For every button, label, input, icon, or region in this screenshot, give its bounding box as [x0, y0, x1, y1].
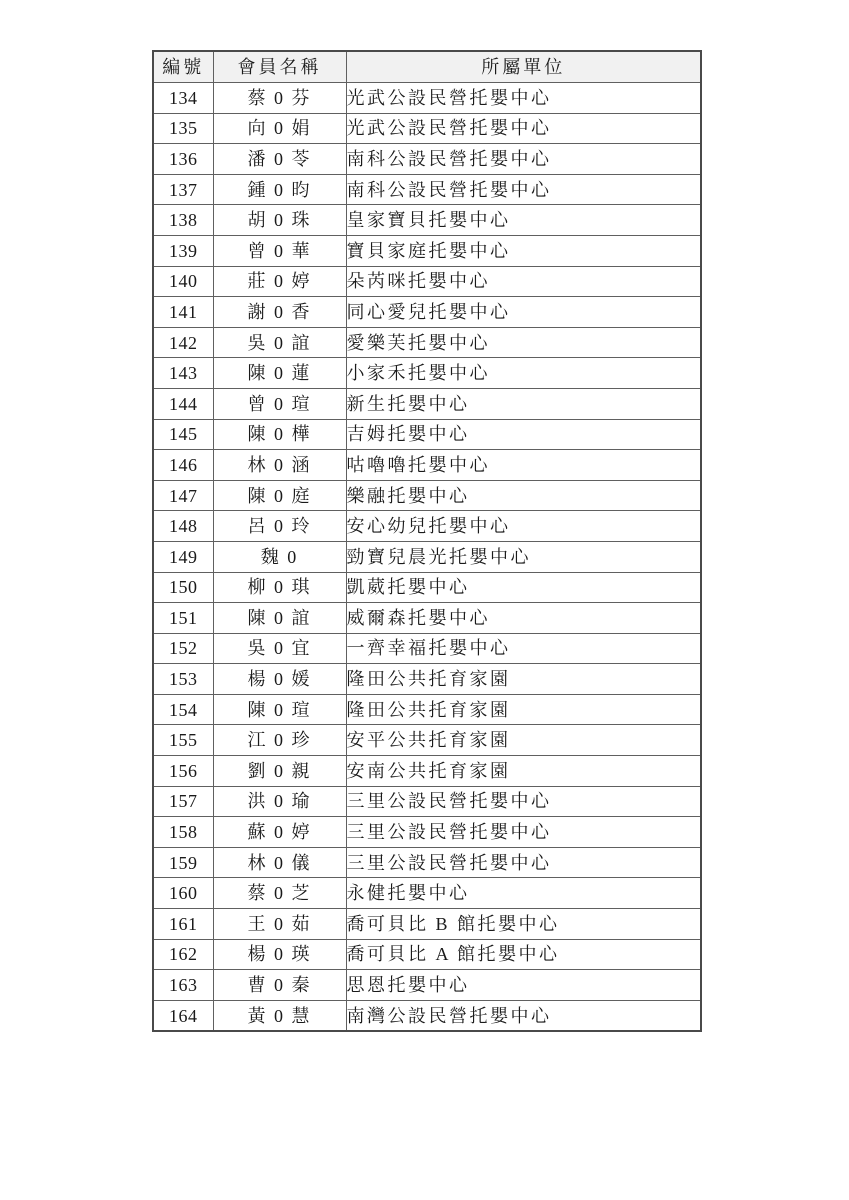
member-id-cell: 157 [153, 786, 213, 817]
member-id-cell: 149 [153, 541, 213, 572]
member-unit-cell: 三里公設民營托嬰中心 [346, 847, 701, 878]
table-row [153, 572, 701, 603]
member-id-cell: 156 [153, 756, 213, 787]
member-id-cell: 158 [153, 817, 213, 848]
member-unit-cell: 凱葳托嬰中心 [346, 572, 701, 603]
member-name-cell: 曾 0 華 [213, 235, 346, 266]
table-row [153, 603, 701, 634]
member-unit-cell: 南灣公設民營托嬰中心 [346, 1000, 701, 1031]
member-unit-cell: 三里公設民營托嬰中心 [346, 817, 701, 848]
member-name-cell: 胡 0 珠 [213, 205, 346, 236]
member-name-cell: 洪 0 瑜 [213, 786, 346, 817]
table-row [153, 756, 701, 787]
member-unit-cell: 一齊幸福托嬰中心 [346, 633, 701, 664]
member-id-cell: 159 [153, 847, 213, 878]
member-unit-cell: 安心幼兒托嬰中心 [346, 511, 701, 542]
table-row [153, 113, 701, 144]
table-row [153, 480, 701, 511]
member-name-cell: 柳 0 琪 [213, 572, 346, 603]
member-id-cell: 144 [153, 388, 213, 419]
member-name-cell: 陳 0 誼 [213, 603, 346, 634]
member-name-cell: 林 0 儀 [213, 847, 346, 878]
member-unit-cell: 光武公設民營托嬰中心 [346, 83, 701, 114]
member-id-cell: 147 [153, 480, 213, 511]
table-row [153, 970, 701, 1001]
member-id-cell: 143 [153, 358, 213, 389]
member-name-cell: 蘇 0 婷 [213, 817, 346, 848]
member-name-cell: 黃 0 慧 [213, 1000, 346, 1031]
member-unit-cell: 小家禾托嬰中心 [346, 358, 701, 389]
member-name-cell: 吳 0 誼 [213, 327, 346, 358]
header-row [153, 51, 701, 83]
member-name-cell: 陳 0 蓮 [213, 358, 346, 389]
member-unit-cell: 威爾森托嬰中心 [346, 603, 701, 634]
table-row [153, 694, 701, 725]
member-unit-cell: 喬可貝比 A 館托嬰中心 [346, 939, 701, 970]
member-unit-cell: 安平公共托育家園 [346, 725, 701, 756]
member-name-cell: 陳 0 樺 [213, 419, 346, 450]
member-unit-cell: 安南公共托育家園 [346, 756, 701, 787]
table-row [153, 174, 701, 205]
member-unit-cell: 喬可貝比 B 館托嬰中心 [346, 909, 701, 940]
member-name-cell: 莊 0 婷 [213, 266, 346, 297]
member-name-cell: 劉 0 親 [213, 756, 346, 787]
member-id-cell: 153 [153, 664, 213, 695]
member-id-cell: 154 [153, 694, 213, 725]
member-unit-cell: 愛樂芙托嬰中心 [346, 327, 701, 358]
member-id-cell: 137 [153, 174, 213, 205]
member-unit-cell: 同心愛兒托嬰中心 [346, 297, 701, 328]
member-unit-cell: 思恩托嬰中心 [346, 970, 701, 1001]
header-cell-unit: 所屬單位 [346, 51, 701, 83]
member-id-cell: 151 [153, 603, 213, 634]
member-unit-cell: 新生托嬰中心 [346, 388, 701, 419]
table-row [153, 266, 701, 297]
member-unit-cell: 吉姆托嬰中心 [346, 419, 701, 450]
table-row [153, 847, 701, 878]
table-row [153, 419, 701, 450]
member-name-cell: 江 0 珍 [213, 725, 346, 756]
member-id-cell: 162 [153, 939, 213, 970]
member-unit-cell: 樂融托嬰中心 [346, 480, 701, 511]
member-unit-cell: 朵芮咪托嬰中心 [346, 266, 701, 297]
table-row [153, 878, 701, 909]
member-unit-cell: 光武公設民營托嬰中心 [346, 113, 701, 144]
table-row [153, 633, 701, 664]
member-name-cell: 陳 0 瑄 [213, 694, 346, 725]
table-row [153, 83, 701, 114]
member-unit-cell: 寶貝家庭托嬰中心 [346, 235, 701, 266]
table-row [153, 327, 701, 358]
table-body [153, 83, 701, 1032]
member-name-cell: 楊 0 瑛 [213, 939, 346, 970]
member-name-cell: 向 0 娟 [213, 113, 346, 144]
member-unit-cell: 隆田公共托育家園 [346, 694, 701, 725]
member-name-cell: 蔡 0 芬 [213, 83, 346, 114]
table-row [153, 144, 701, 175]
header-cell-id: 編號 [153, 51, 213, 83]
member-id-cell: 160 [153, 878, 213, 909]
member-id-cell: 141 [153, 297, 213, 328]
member-id-cell: 135 [153, 113, 213, 144]
member-unit-cell: 永健托嬰中心 [346, 878, 701, 909]
member-id-cell: 148 [153, 511, 213, 542]
member-id-cell: 155 [153, 725, 213, 756]
member-name-cell: 吳 0 宜 [213, 633, 346, 664]
table-row [153, 786, 701, 817]
member-id-cell: 163 [153, 970, 213, 1001]
member-unit-cell: 三里公設民營托嬰中心 [346, 786, 701, 817]
table-row [153, 358, 701, 389]
member-name-cell: 曹 0 秦 [213, 970, 346, 1001]
member-id-cell: 145 [153, 419, 213, 450]
member-unit-cell: 隆田公共托育家園 [346, 664, 701, 695]
table-row [153, 297, 701, 328]
member-unit-cell: 皇家寶貝托嬰中心 [346, 205, 701, 236]
member-id-cell: 140 [153, 266, 213, 297]
member-name-cell: 王 0 茹 [213, 909, 346, 940]
member-unit-cell: 咕嚕嚕托嬰中心 [346, 450, 701, 481]
table-row [153, 511, 701, 542]
table-row [153, 235, 701, 266]
member-id-cell: 150 [153, 572, 213, 603]
member-id-cell: 142 [153, 327, 213, 358]
table-row [153, 1000, 701, 1031]
table-row [153, 725, 701, 756]
member-name-cell: 潘 0 苓 [213, 144, 346, 175]
member-id-cell: 152 [153, 633, 213, 664]
member-unit-cell: 勁寶兒晨光托嬰中心 [346, 541, 701, 572]
member-id-cell: 161 [153, 909, 213, 940]
header-cell-name: 會員名稱 [213, 51, 346, 83]
member-name-cell: 謝 0 香 [213, 297, 346, 328]
member-unit-cell: 南科公設民營托嬰中心 [346, 174, 701, 205]
member-name-cell: 鍾 0 昀 [213, 174, 346, 205]
table-row [153, 817, 701, 848]
member-id-cell: 164 [153, 1000, 213, 1031]
table-row [153, 909, 701, 940]
member-name-cell: 楊 0 媛 [213, 664, 346, 695]
member-name-cell: 蔡 0 芝 [213, 878, 346, 909]
member-id-cell: 139 [153, 235, 213, 266]
member-name-cell: 呂 0 玲 [213, 511, 346, 542]
member-name-cell: 陳 0 庭 [213, 480, 346, 511]
table-row [153, 664, 701, 695]
member-table [152, 50, 702, 1032]
member-id-cell: 146 [153, 450, 213, 481]
table-row [153, 450, 701, 481]
member-id-cell: 134 [153, 83, 213, 114]
table-row [153, 205, 701, 236]
member-id-cell: 136 [153, 144, 213, 175]
member-id-cell: 138 [153, 205, 213, 236]
member-unit-cell: 南科公設民營托嬰中心 [346, 144, 701, 175]
table-row [153, 388, 701, 419]
member-name-cell: 林 0 涵 [213, 450, 346, 481]
member-name-cell: 魏 0 [213, 541, 346, 572]
member-name-cell: 曾 0 瑄 [213, 388, 346, 419]
table-row [153, 541, 701, 572]
table-row [153, 939, 701, 970]
